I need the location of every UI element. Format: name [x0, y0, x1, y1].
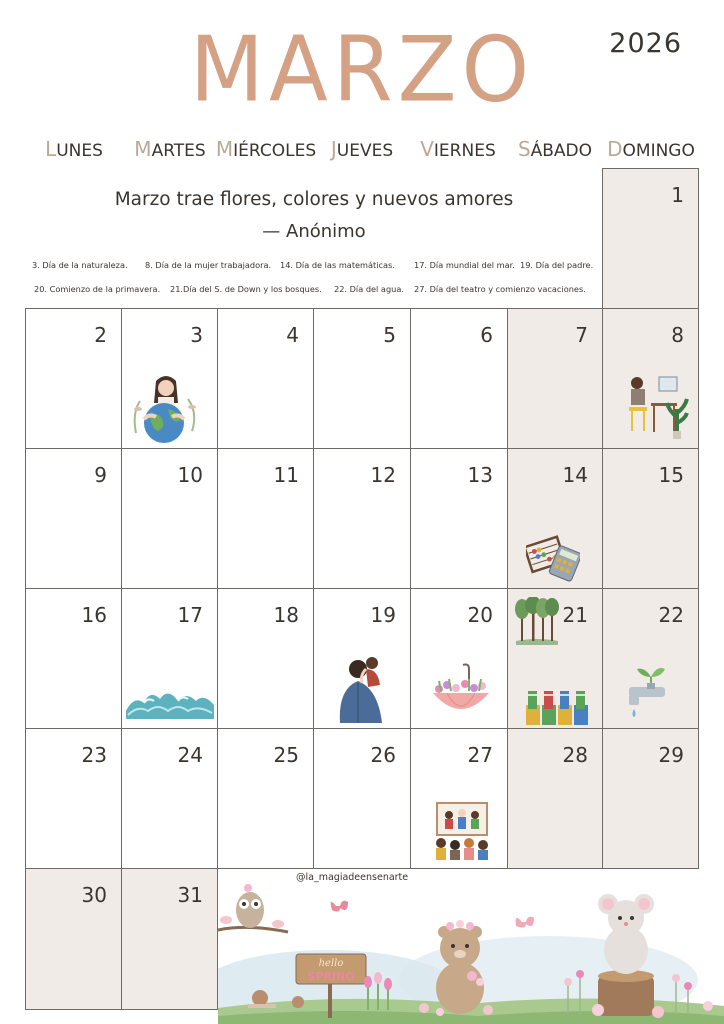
day-number: 16 [81, 603, 107, 627]
day-cell-17[interactable] [121, 588, 218, 729]
day-cell-6[interactable] [410, 308, 508, 449]
woman-at-desk-icon [623, 373, 689, 441]
day-number: 3 [190, 323, 203, 347]
day-cell-27[interactable] [410, 728, 508, 869]
weekday-lunes: LUNES [45, 137, 103, 161]
day-cell-31[interactable] [121, 868, 218, 1010]
day-cell-3[interactable] [121, 308, 218, 449]
spring-scene-icon [218, 880, 724, 1024]
event-note: 21.Día del S. de Down y los bosques. [170, 284, 322, 294]
weekday-viernes: VIERNES [420, 137, 496, 161]
flower-umbrella-icon [429, 661, 491, 721]
day-number: 12 [370, 463, 396, 487]
month-title: MARZO [189, 17, 535, 123]
event-note: 8. Día de la mujer trabajadora. [145, 260, 272, 270]
day-number: 18 [273, 603, 299, 627]
day-number: 20 [467, 603, 493, 627]
day-number: 17 [177, 603, 203, 627]
day-cell-14[interactable] [507, 448, 603, 589]
weekday-martes: MARTES [134, 137, 206, 161]
day-cell-15[interactable] [602, 448, 699, 589]
odd-socks-icon [524, 689, 590, 727]
day-cell-21[interactable] [507, 588, 603, 729]
day-cell-12[interactable] [313, 448, 411, 589]
event-note: 27. Día del teatro y comienzo vacaciones. [414, 284, 586, 294]
day-cell-30[interactable] [25, 868, 122, 1010]
event-note: 20. Comienzo de la primavera. [34, 284, 161, 294]
day-number: 11 [273, 463, 299, 487]
day-number: 21 [562, 603, 588, 627]
day-number: 4 [286, 323, 299, 347]
day-cell-7[interactable] [507, 308, 603, 449]
weekday-jueves: JUEVES [330, 137, 394, 161]
day-cell-4[interactable] [217, 308, 314, 449]
weekday-sabado: SÁBADO [517, 137, 593, 161]
day-number: 9 [94, 463, 107, 487]
sign-hello: hello [318, 958, 344, 969]
day-number: 24 [177, 743, 203, 767]
day-cell-29[interactable] [602, 728, 699, 869]
day-cell-19[interactable] [313, 588, 411, 729]
event-note: 22. Día del agua. [334, 284, 404, 294]
day-cell-20[interactable] [410, 588, 508, 729]
day-cell-16[interactable] [25, 588, 122, 729]
day-cell-9[interactable] [25, 448, 122, 589]
day-cell-2[interactable] [25, 308, 122, 449]
day-number: 10 [177, 463, 203, 487]
day-cell-13[interactable] [410, 448, 508, 589]
day-number: 1 [671, 183, 684, 207]
girl-hugging-earth-icon [130, 373, 200, 445]
day-cell-25[interactable] [217, 728, 314, 869]
day-number: 8 [671, 323, 684, 347]
day-cell-10[interactable] [121, 448, 218, 589]
day-cell-8[interactable] [602, 308, 699, 449]
father-child-icon [336, 655, 388, 725]
day-number: 25 [273, 743, 299, 767]
quote-text: Marzo trae flores, colores y nuevos amores [114, 189, 514, 210]
day-number: 22 [658, 603, 684, 627]
abacus-calculator-icon [526, 535, 580, 583]
day-cell-22[interactable] [602, 588, 699, 729]
sign-spring: SPRING [307, 970, 355, 983]
day-cell-1[interactable] [602, 168, 699, 309]
quote-author: — Anónimo [262, 221, 366, 242]
day-number: 15 [658, 463, 684, 487]
day-number: 31 [177, 883, 203, 907]
day-number: 14 [562, 463, 588, 487]
day-number: 6 [480, 323, 493, 347]
day-cell-28[interactable] [507, 728, 603, 869]
forest-trees-icon [514, 597, 560, 647]
day-number: 23 [81, 743, 107, 767]
day-cell-24[interactable] [121, 728, 218, 869]
day-cell-26[interactable] [313, 728, 411, 869]
day-cell-11[interactable] [217, 448, 314, 589]
day-number: 19 [370, 603, 396, 627]
event-note: 17. Día mundial del mar. [414, 260, 515, 270]
day-number: 5 [383, 323, 396, 347]
day-number: 30 [81, 883, 107, 907]
day-cell-23[interactable] [25, 728, 122, 869]
day-number: 26 [370, 743, 396, 767]
water-tap-sprout-icon [623, 661, 669, 725]
day-number: 27 [467, 743, 493, 767]
sea-wave-icon [126, 685, 214, 721]
weekday-miercoles: MIÉRCOLES [215, 137, 317, 161]
day-number: 28 [562, 743, 588, 767]
event-note: 19. Día del padre. [520, 260, 594, 270]
day-number: 13 [467, 463, 493, 487]
event-note: 14. Día de las matemáticas. [280, 260, 395, 270]
day-number: 2 [94, 323, 107, 347]
year-label: 2026 [609, 28, 682, 59]
event-note: 3. Día de la naturaleza. [32, 260, 128, 270]
day-cell-18[interactable] [217, 588, 314, 729]
day-number: 29 [658, 743, 684, 767]
day-number: 7 [575, 323, 588, 347]
day-cell-5[interactable] [313, 308, 411, 449]
theater-audience-icon [433, 801, 491, 863]
credit-handle: @la_magiadeensenarte [296, 872, 409, 883]
weekday-domingo: DOMINGO [607, 137, 695, 161]
